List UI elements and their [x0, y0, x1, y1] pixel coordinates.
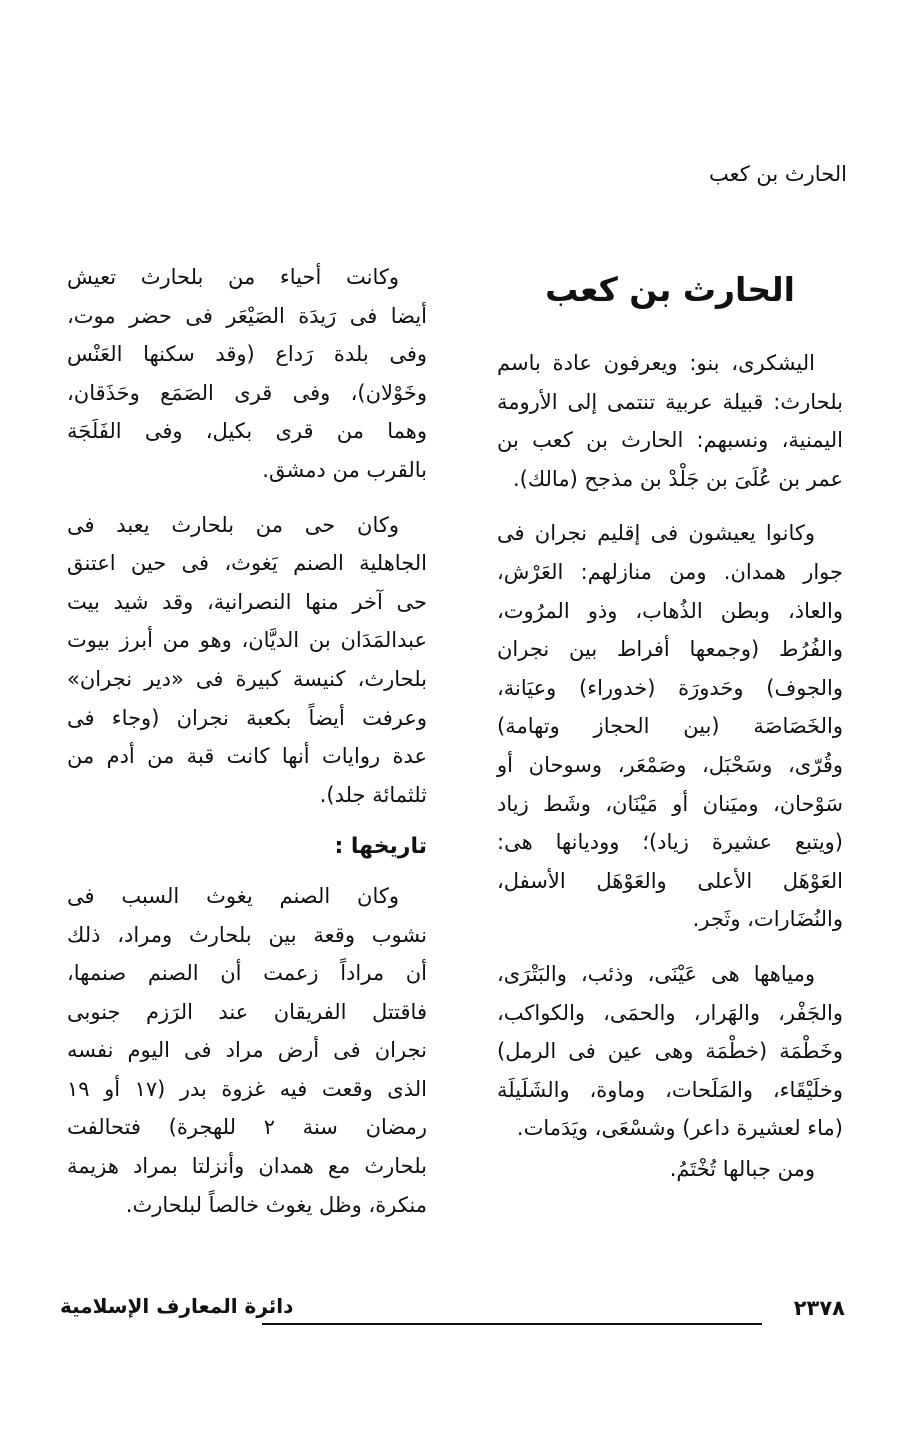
- text-line: وخلَيْقَاء، والمَلَحات، وماوة، والشَلَيلَة: [497, 1077, 843, 1102]
- paragraph-history: [67, 877, 427, 1224]
- text-line: حى آخر منها النصرانية، وقد شيد بيت: [67, 589, 427, 614]
- paragraph-territory: [497, 514, 843, 939]
- text-line: والجَفْر، والهَرار، والحمَى، والكواكب،: [497, 1000, 843, 1025]
- paragraph-waters: [497, 955, 843, 1148]
- text-line: وعرفت أيضاً بكعبة نجران (وجاء فى: [67, 705, 427, 730]
- text-line: ومياهها هى عَيْنَى، وذئب، والبَتْرَى،: [497, 961, 815, 986]
- text-line: ثلثمائة جلد).: [319, 782, 427, 807]
- paragraph-religion: [67, 506, 427, 815]
- text-line: اليشكرى، بنو: ويعرفون عادة باسم: [497, 351, 815, 375]
- text-line: نشوب وقعة بين بلحارث ومراد، ذلك: [67, 922, 427, 947]
- text-line: عبدالمَدَان بن الديَّان، وهو من أبرز بيوت: [67, 628, 427, 653]
- footer-divider: [262, 1323, 762, 1325]
- text-line: عمر بن عُلَىَ بن جَلْدْ بن مذجح (مالك).: [512, 466, 843, 491]
- text-line: وكانت أحياء من بلحارث تعيش: [67, 265, 399, 289]
- text-line: فاقتتل الفريقان عند الرَزم جنوبى: [67, 999, 427, 1024]
- text-line: الجاهلية الصنم يَغوث، فى حين اعتنق: [67, 551, 427, 576]
- text-line: وكان حى من بلحارث يعبد فى: [67, 512, 399, 537]
- text-line: وكانوا يعيشون فى إقليم نجران فى: [497, 521, 815, 546]
- running-head: الحارث بن كعب: [708, 162, 847, 186]
- entry-title: الحارث بن كعب: [545, 270, 795, 309]
- text-line: عدة روايات أنها كانت قبة من أدم من: [67, 744, 427, 769]
- page-footer: [0, 1294, 909, 1334]
- text-line: والجوف) وحَدورَة (خدوراء) وعيَانة،: [497, 675, 843, 700]
- text-line: بلحارث مع همدان وأنزلتا بمراد هزيمة: [67, 1154, 427, 1179]
- text-line: بلحارث: قبيلة عربية تنتمى إلى الأرومة: [497, 389, 843, 414]
- text-line: الذى وقعت فيه غزوة بدر (١٧ أو ١٩: [67, 1076, 427, 1101]
- left-column: [67, 258, 427, 1224]
- text-line: جوار همدان. ومن منازلهم: العَرْش،: [497, 559, 843, 584]
- text-line: اليمنية، ونسبهم: الحارث بن كعب بن: [497, 428, 843, 453]
- text-line: نجران فى أرض مراد فى اليوم نفسه: [67, 1038, 427, 1063]
- text-line: منكرة، وظل يغوث خالصاً لبلحارث.: [125, 1192, 427, 1217]
- paragraph-intro: [497, 344, 843, 498]
- text-line: وقُرّى، وسَحْبَل، وصَمْعَر، وسوحان أو: [497, 752, 843, 777]
- page-number: ٢٣٧٨: [793, 1296, 845, 1320]
- publication-name: دائرة المعارف الإسلامية: [60, 1294, 294, 1318]
- text-line: وخَوْلان)، وفى قرى الصَمَع وحَذَقان،: [67, 380, 427, 405]
- text-line: وهما من قرى بكيل، وفى الفَلَجَة: [67, 419, 427, 444]
- text-line: أيضا فى رَيدَة الصَيْعَر فى حضر موت،: [67, 303, 427, 328]
- section-heading-history: تاريخها :: [334, 834, 427, 860]
- text-line: ومن جبالها تُخْتَمُ.: [669, 1156, 815, 1181]
- text-line: والفُرُط (وجمعها أفراط بين نجران: [497, 637, 843, 662]
- text-line: العَوْهَل الأعلى والعَوْهَل الأسفل،: [497, 868, 843, 893]
- right-column: [497, 260, 843, 1188]
- text-line: (ويتبع عشيرة زياد)؛ ووديانها هى:: [497, 830, 843, 855]
- text-line: (ماء لعشيرة داعر) وشسْعَى، ويَدَمات.: [516, 1116, 843, 1141]
- text-line: وخَطْمَة (خطْمَة وهى عين فى الرمل): [497, 1039, 843, 1064]
- text-line: والعاذ، وبطن الذُهاب، وذو المرُوت،: [497, 598, 843, 623]
- text-line: أن مراداً زعمت أن الصنم صنمها،: [67, 961, 427, 986]
- paragraph-settlements: [67, 258, 427, 490]
- text-line: وفى بلدة رَداع (وقد سكنها العَنْس: [67, 342, 427, 367]
- text-line: رمضان سنة ٢ للهجرة) فتحالفت: [67, 1115, 427, 1140]
- text-line: سَوْحان، وميَنان أو مَيْنَان، وشَط زياد: [497, 791, 843, 816]
- text-line: بلحارث، كنيسة كبيرة فى «دير نجران»: [67, 666, 427, 691]
- text-line: والخَصَاصَة (بين الحجاز وتهامة): [497, 714, 843, 739]
- text-line: والنُضَارات، وثَجر.: [692, 907, 843, 932]
- paragraph-mountains: [497, 1150, 843, 1189]
- text-line: بالقرب من دمشق.: [262, 457, 427, 482]
- text-line: وكان الصنم يغوث السبب فى: [67, 883, 399, 908]
